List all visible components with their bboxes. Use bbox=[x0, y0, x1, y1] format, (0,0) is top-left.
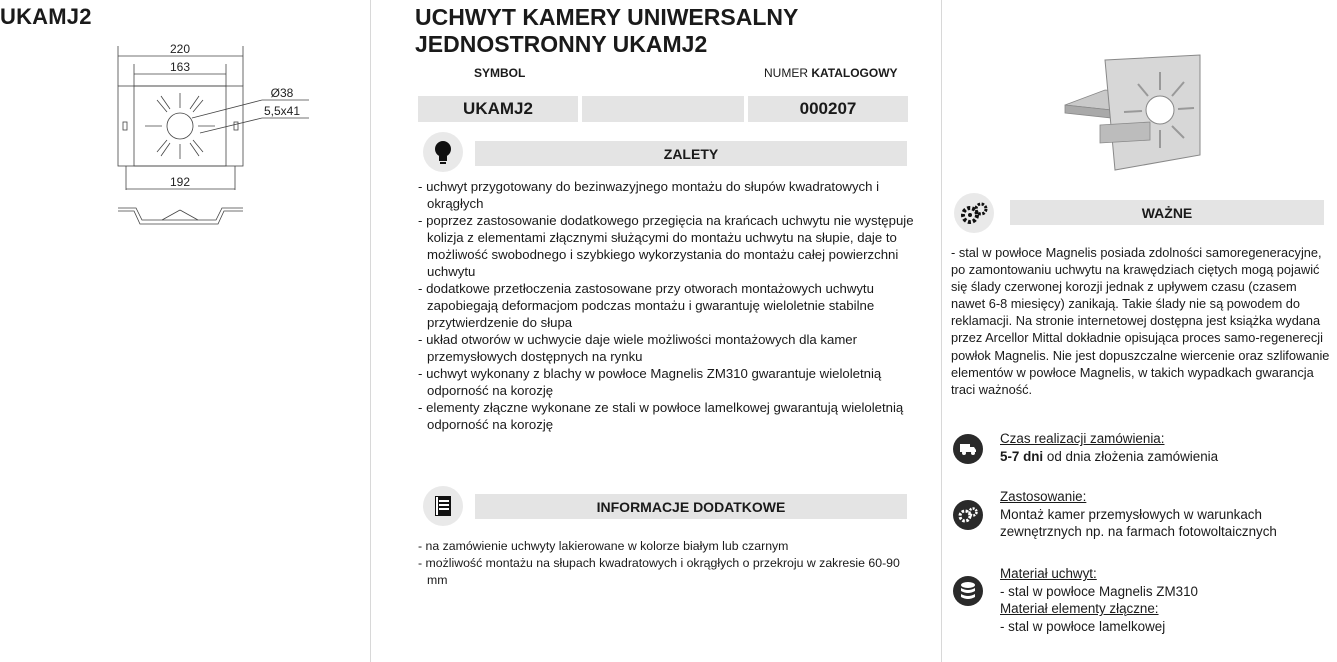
list-item: - na zamówienie uchwyty lakierowane w kolorze białym lub czarnym bbox=[418, 538, 918, 555]
list-item: - uchwyt wykonany z blachy w powłoce Magnelis ZM310 gwarantuje wieloletnią odporność na korozję bbox=[418, 365, 918, 399]
list-item: - elementy złączne wykonane ze stali w powłoce lamelkowej gwarantują wieloletnią odporność na korozję bbox=[418, 399, 918, 433]
wazne-heading: WAŻNE bbox=[1010, 200, 1324, 225]
column-divider-left bbox=[370, 0, 371, 662]
column-divider-right bbox=[941, 0, 942, 662]
product-image bbox=[1060, 50, 1210, 180]
material-stack-icon bbox=[953, 576, 983, 606]
material-info: Materiał uchwyt: - stal w powłoce Magnelis ZM310 Materiał elementy złączne: - stal w powłoce lamelkowej bbox=[1000, 566, 1198, 634]
list-item: - dodatkowe przetłoczenia zastosowane przy otworach montażowych uchwytu zapobiegają deformacjom podczas montażu i gwarantuję wieloletnie stabilne przytwierdzenie do słupa bbox=[418, 280, 918, 331]
page-title: UCHWYT KAMERY UNIWERSALNY JEDNOSTRONNY UKAMJ2 bbox=[415, 4, 799, 57]
dim-bottom: 192 bbox=[169, 175, 191, 189]
symbol-label: SYMBOL bbox=[474, 66, 526, 80]
dim-total: 220 bbox=[169, 42, 191, 56]
delivery-info: Czas realizacji zamówienia: 5-7 dni od dnia złożenia zamówienia bbox=[1000, 431, 1219, 464]
technical-drawing bbox=[112, 38, 322, 238]
gears-icon bbox=[953, 500, 983, 530]
zalety-list bbox=[418, 178, 918, 433]
list-item: - możliwość montażu na słupach kwadratowych i okrągłych o przekroju w zakresie 60-90 mm bbox=[418, 555, 918, 589]
list-item: - uchwyt przygotowany do bezinwazyjnego montażu do słupów kwadratowych i okrągłych bbox=[418, 178, 918, 212]
wazne-text: - stal w powłoce Magnelis posiada zdolności samoregeneracyjne, po zamontowaniu uchwytu na krawędziach ciętych mogą pojawić się ślady czerwonej korozji jednak z upływem czasu (czasem nawet 6-8 miesięcy) zanikają. Takie ślady nie są powodem do reklamacji. Na stronie internetowej dostępna jest książka wydana przez Arcellor Mittal dokładnie opisująca proces samo-regenerecji powłok Magnelis. Nie jest dopuszczalne wiercenie oraz szlifowanie elementów w powłoce Magnelis, w takich wypadkach gwarancja traci ważność. bbox=[951, 245, 1330, 397]
dim-hole: Ø38 bbox=[270, 86, 294, 100]
product-code: UKAMJ2 bbox=[0, 4, 92, 29]
application-info: Zastosowanie: Montaż kamer przemysłowych w warunkach zewnętrznych np. na farmach fotowoltaicznych bbox=[1000, 489, 1277, 539]
gears-icon bbox=[954, 193, 994, 233]
dim-slot: 5,5x41 bbox=[263, 104, 301, 118]
list-item: - układ otworów w uchwycie daje wiele możliwości montażowych dla kamer przemysłowych dostępnych na rynku bbox=[418, 331, 918, 365]
info-list bbox=[418, 538, 918, 589]
empty-cell bbox=[582, 96, 744, 122]
lightbulb-icon bbox=[423, 132, 463, 172]
catalog-number: 000207 bbox=[748, 96, 908, 122]
symbol-value: UKAMJ2 bbox=[418, 96, 578, 122]
dim-inner: 163 bbox=[169, 60, 191, 74]
info-heading: INFORMACJE DODATKOWE bbox=[475, 494, 907, 519]
zalety-heading: ZALETY bbox=[475, 141, 907, 166]
delivery-truck-icon bbox=[953, 434, 983, 464]
list-item: - poprzez zastosowanie dodatkowego przegięcia na krańcach uchwytu nie występuje kolizja z elementami złącznymi służącymi do montażu uchwytu na słupie, daje to możliwość swobodnego i szybkiego wykorzystania do montażu całej powierzchni uchwytu bbox=[418, 212, 918, 280]
catalog-label: NUMER KATALOGOWY bbox=[764, 66, 898, 80]
document-icon bbox=[423, 486, 463, 526]
